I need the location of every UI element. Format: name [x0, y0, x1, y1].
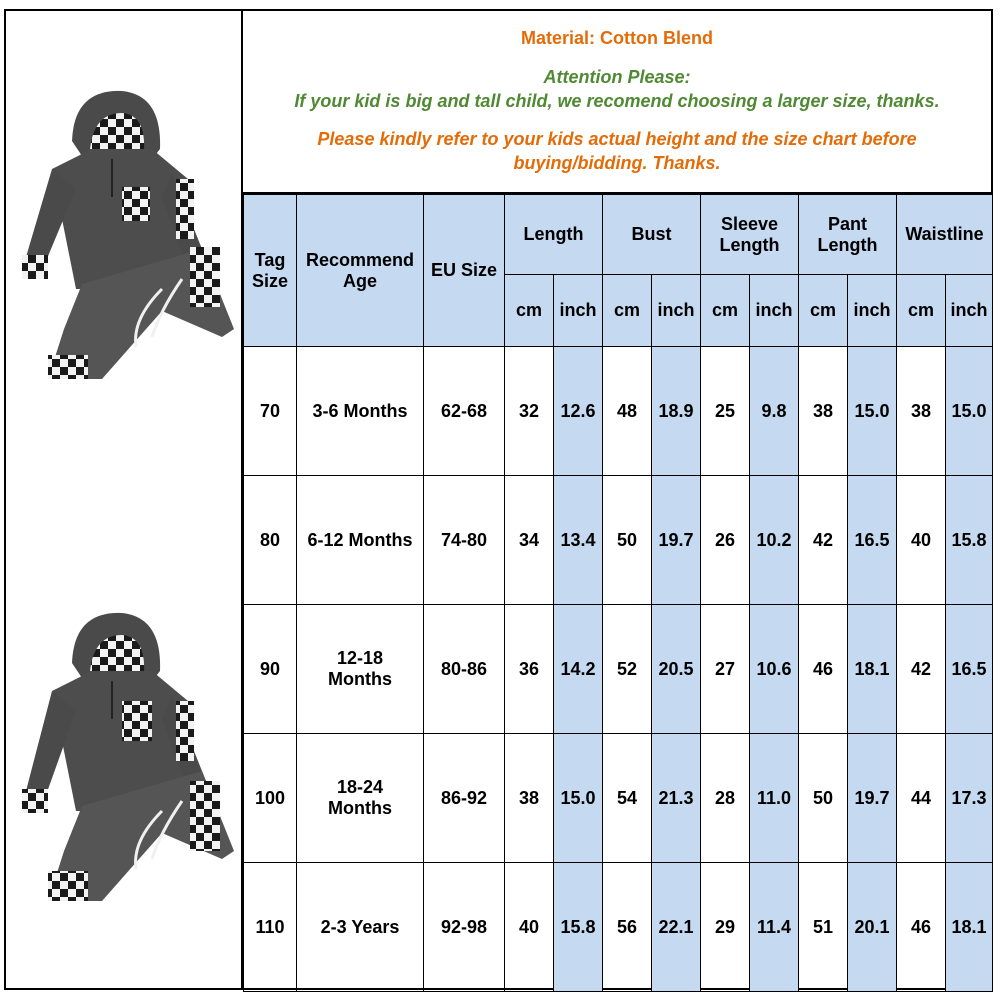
tag-size-cell: 80: [244, 476, 297, 605]
table-row: [244, 605, 993, 734]
bust-inch-cell: 22.1: [652, 863, 701, 992]
waist-cm-cell: 46: [897, 863, 946, 992]
bust-inch-cell: 20.5: [652, 605, 701, 734]
bust-cm-cell: 52: [603, 605, 652, 734]
waist-inch-cell: 17.3: [946, 734, 993, 863]
age-cell: 2-3 Years: [297, 863, 424, 992]
header-cm: cm: [897, 275, 946, 347]
age-cell: 6-12 Months: [297, 476, 424, 605]
attention-block: [243, 65, 991, 113]
bust-cm-cell: 56: [603, 863, 652, 992]
length-cm-cell: 40: [505, 863, 554, 992]
header-inch: inch: [848, 275, 897, 347]
age-cell: 18-24 Months: [297, 734, 424, 863]
pant-cm-cell: 51: [799, 863, 848, 992]
bust-cm-cell: 50: [603, 476, 652, 605]
length-inch-cell: 15.0: [554, 734, 603, 863]
eu-size-cell: 92-98: [424, 863, 505, 992]
eu-size-cell: 86-92: [424, 734, 505, 863]
pant-cm-cell: 42: [799, 476, 848, 605]
tag-size-cell: 90: [244, 605, 297, 734]
sleeve-cm-cell: 26: [701, 476, 750, 605]
sleeve-inch-cell: 10.2: [750, 476, 799, 605]
pant-inch-cell: 19.7: [848, 734, 897, 863]
eu-size-cell: 62-68: [424, 347, 505, 476]
waist-cm-cell: 42: [897, 605, 946, 734]
bust-inch-cell: 19.7: [652, 476, 701, 605]
header-row-1: [244, 195, 993, 275]
sleeve-cm-cell: 25: [701, 347, 750, 476]
waist-inch-cell: 18.1: [946, 863, 993, 992]
header-eu-size: EU Size: [424, 195, 505, 347]
sleeve-cm-cell: 27: [701, 605, 750, 734]
sleeve-cm-cell: 28: [701, 734, 750, 863]
header-inch: inch: [554, 275, 603, 347]
header-pant-length: Pant Length: [799, 195, 897, 275]
refer-line-2: buying/bidding. Thanks.: [513, 153, 721, 173]
waist-cm-cell: 38: [897, 347, 946, 476]
waist-cm-cell: 44: [897, 734, 946, 863]
table-row: [244, 734, 993, 863]
length-cm-cell: 32: [505, 347, 554, 476]
waist-inch-cell: 15.8: [946, 476, 993, 605]
sleeve-inch-cell: 10.6: [750, 605, 799, 734]
header-inch: inch: [750, 275, 799, 347]
eu-size-cell: 74-80: [424, 476, 505, 605]
length-inch-cell: 13.4: [554, 476, 603, 605]
pant-inch-cell: 20.1: [848, 863, 897, 992]
header-bust: Bust: [603, 195, 701, 275]
header-inch: inch: [652, 275, 701, 347]
pant-cm-cell: 50: [799, 734, 848, 863]
length-inch-cell: 12.6: [554, 347, 603, 476]
eu-size-cell: 80-86: [424, 605, 505, 734]
tag-size-cell: 100: [244, 734, 297, 863]
waist-inch-cell: 15.0: [946, 347, 993, 476]
sleeve-cm-cell: 29: [701, 863, 750, 992]
attention-title: Attention Please:: [543, 67, 691, 87]
header-sleeve-length: Sleeve Length: [701, 195, 799, 275]
pant-inch-cell: 18.1: [848, 605, 897, 734]
table-row: [244, 476, 993, 605]
table-row: [244, 347, 993, 476]
pant-inch-cell: 16.5: [848, 476, 897, 605]
length-cm-cell: 38: [505, 734, 554, 863]
bust-cm-cell: 48: [603, 347, 652, 476]
tag-size-cell: 70: [244, 347, 297, 476]
length-inch-cell: 15.8: [554, 863, 603, 992]
pant-inch-cell: 15.0: [848, 347, 897, 476]
refer-block: [243, 127, 991, 175]
length-cm-cell: 36: [505, 605, 554, 734]
bust-inch-cell: 18.9: [652, 347, 701, 476]
header-cm: cm: [505, 275, 554, 347]
header-recommend-age: Recommend Age: [297, 195, 424, 347]
bust-inch-cell: 21.3: [652, 734, 701, 863]
waist-cm-cell: 40: [897, 476, 946, 605]
age-cell: 12-18 Months: [297, 605, 424, 734]
product-image-bottom: [12, 601, 238, 921]
sleeve-inch-cell: 11.0: [750, 734, 799, 863]
product-image-column: [4, 9, 243, 990]
product-image-top: [12, 79, 238, 399]
bust-cm-cell: 54: [603, 734, 652, 863]
header-inch: inch: [946, 275, 993, 347]
size-chart-table: [243, 194, 993, 992]
header-waistline: Waistline: [897, 195, 993, 275]
pant-cm-cell: 38: [799, 347, 848, 476]
length-cm-cell: 34: [505, 476, 554, 605]
sleeve-inch-cell: 9.8: [750, 347, 799, 476]
tag-size-cell: 110: [244, 863, 297, 992]
waist-inch-cell: 16.5: [946, 605, 993, 734]
header-tag-size: Tag Size: [244, 195, 297, 347]
age-cell: 3-6 Months: [297, 347, 424, 476]
table-row: [244, 863, 993, 992]
pant-cm-cell: 46: [799, 605, 848, 734]
material-text: Material: Cotton Blend: [521, 28, 713, 48]
length-inch-cell: 14.2: [554, 605, 603, 734]
header-length: Length: [505, 195, 603, 275]
header-cm: cm: [603, 275, 652, 347]
sleeve-inch-cell: 11.4: [750, 863, 799, 992]
attention-body: If your kid is big and tall child, we recomend choosing a larger size, thanks.: [294, 91, 940, 111]
header-cm: cm: [799, 275, 848, 347]
notes-panel: [243, 11, 991, 194]
header-cm: cm: [701, 275, 750, 347]
refer-line-1: Please kindly refer to your kids actual height and the size chart before: [317, 129, 917, 149]
